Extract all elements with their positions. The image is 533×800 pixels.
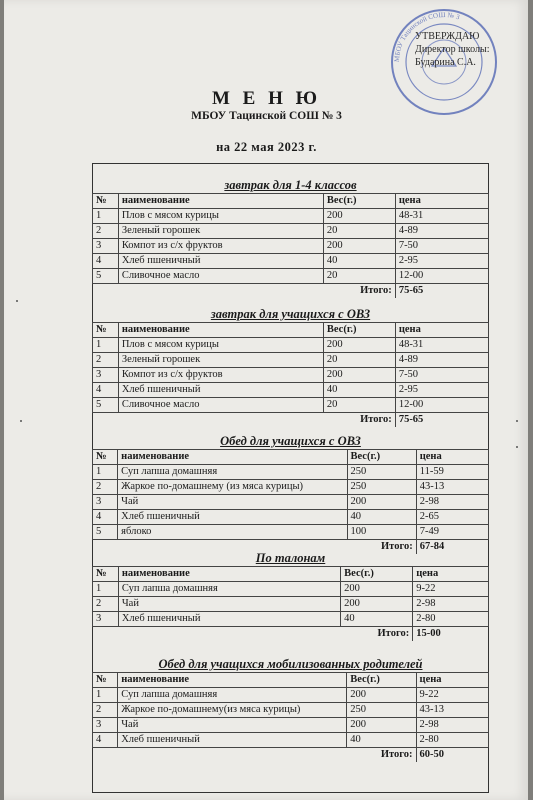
- menu-title: М Е Н Ю: [211, 88, 322, 109]
- cell-num: 4: [93, 733, 118, 748]
- table-header-row: [93, 194, 489, 209]
- cell-price: 7-50: [395, 368, 488, 383]
- table-row: [93, 239, 489, 254]
- cell-price: 2-80: [416, 733, 488, 748]
- menu-section: [92, 433, 489, 554]
- paper-speck: [516, 446, 518, 448]
- cell-weight: 100: [347, 525, 416, 540]
- cell-weight: 200: [323, 209, 395, 224]
- total-value: 75-65: [395, 284, 488, 299]
- cell-num: 1: [93, 209, 119, 224]
- section-title: завтрак для 1-4 классов: [224, 178, 357, 192]
- cell-num: 3: [93, 239, 119, 254]
- total-value: 15-00: [413, 627, 489, 642]
- cell-num: 4: [93, 383, 119, 398]
- cell-num: 3: [93, 718, 118, 733]
- paper-speck: [16, 300, 18, 302]
- cell-num: 2: [93, 703, 118, 718]
- approval-name: Бударина С.А.: [415, 57, 476, 68]
- cell-weight: 20: [323, 224, 395, 239]
- cell-weight: 250: [347, 703, 416, 718]
- column-header-weight: Вес(г.): [323, 323, 395, 338]
- cell-weight: 20: [323, 269, 395, 284]
- total-row: [93, 748, 489, 763]
- table-row: [93, 338, 489, 353]
- cell-name: Плов с мясом курицы: [118, 209, 323, 224]
- cell-weight: 40: [323, 383, 395, 398]
- total-label: Итого:: [93, 284, 396, 299]
- column-header-weight: Вес(г.): [323, 194, 395, 209]
- section-title: По талонам: [255, 551, 326, 565]
- cell-name: Чай: [118, 495, 347, 510]
- menu-table: [92, 322, 489, 427]
- approval-title: УТВЕРЖДАЮ: [415, 31, 480, 42]
- menu-table: [92, 449, 489, 554]
- cell-num: 1: [93, 582, 119, 597]
- cell-price: 12-00: [395, 269, 488, 284]
- table-row: [93, 465, 489, 480]
- cell-price: 11-59: [416, 465, 488, 480]
- cell-name: Чай: [118, 718, 347, 733]
- total-label: Итого:: [93, 540, 417, 555]
- section-title: Обед для учащихся с ОВЗ: [220, 434, 361, 448]
- table-row: [93, 209, 489, 224]
- total-value: 60-50: [416, 748, 488, 763]
- cell-name: Суп лапша домашняя: [118, 688, 347, 703]
- cell-num: 2: [93, 597, 119, 612]
- menu-section: [92, 550, 489, 641]
- table-header-row: [93, 567, 489, 582]
- cell-weight: 200: [341, 582, 413, 597]
- total-label: Итого:: [93, 413, 396, 428]
- cell-name: Зеленый горошек: [118, 224, 323, 239]
- total-value: 75-65: [395, 413, 488, 428]
- cell-weight: 250: [347, 480, 416, 495]
- column-header-price: цена: [395, 323, 488, 338]
- cell-price: 43-13: [416, 703, 488, 718]
- cell-name: Хлеб пшеничный: [118, 510, 347, 525]
- menu-table: [92, 193, 489, 298]
- cell-num: 3: [93, 368, 119, 383]
- cell-price: 12-00: [395, 398, 488, 413]
- cell-name: Жаркое по-домашнему(из мяса курицы): [118, 703, 347, 718]
- cell-price: 2-65: [416, 510, 488, 525]
- column-header-name: наименование: [118, 673, 347, 688]
- column-header-price: цена: [416, 450, 488, 465]
- cell-price: 7-49: [416, 525, 488, 540]
- total-label: Итого:: [93, 748, 417, 763]
- column-header-num: №: [93, 673, 118, 688]
- column-header-weight: Вес(г.): [347, 673, 416, 688]
- column-header-num: №: [93, 323, 119, 338]
- total-label: Итого:: [93, 627, 413, 642]
- cell-price: 4-89: [395, 224, 488, 239]
- cell-weight: 200: [323, 368, 395, 383]
- table-row: [93, 597, 489, 612]
- menu-section: [92, 177, 489, 298]
- cell-price: 9-22: [416, 688, 488, 703]
- cell-price: 2-80: [413, 612, 489, 627]
- menu-table: [92, 566, 489, 641]
- cell-price: 9-22: [413, 582, 489, 597]
- table-row: [93, 718, 489, 733]
- cell-weight: 40: [347, 733, 416, 748]
- cell-price: 2-98: [416, 495, 488, 510]
- cell-name: Жаркое по-домашнему (из мяса курицы): [118, 480, 347, 495]
- column-header-name: наименование: [118, 194, 323, 209]
- column-header-name: наименование: [118, 323, 323, 338]
- table-row: [93, 582, 489, 597]
- cell-price: 4-89: [395, 353, 488, 368]
- cell-name: яблоко: [118, 525, 347, 540]
- cell-name: Суп лапша домашняя: [118, 582, 340, 597]
- table-row: [93, 254, 489, 269]
- total-value: 67-84: [416, 540, 488, 555]
- table-row: [93, 510, 489, 525]
- cell-weight: 40: [341, 612, 413, 627]
- cell-weight: 40: [323, 254, 395, 269]
- column-header-num: №: [93, 194, 119, 209]
- cell-weight: 40: [347, 510, 416, 525]
- cell-price: 43-13: [416, 480, 488, 495]
- table-row: [93, 612, 489, 627]
- menu-table: [92, 672, 489, 762]
- menu-date: на 22 мая 2023 г.: [216, 140, 317, 154]
- column-header-name: наименование: [118, 567, 340, 582]
- svg-text:МБОУ Тацинской СОШ № 3: МБОУ Тацинской СОШ № 3: [392, 10, 461, 63]
- column-header-weight: Вес(г.): [341, 567, 413, 582]
- cell-num: 5: [93, 269, 119, 284]
- cell-num: 2: [93, 353, 119, 368]
- column-header-price: цена: [395, 194, 488, 209]
- cell-name: Компот из с/х фруктов: [118, 368, 323, 383]
- cell-name: Компот из с/х фруктов: [118, 239, 323, 254]
- cell-num: 2: [93, 224, 119, 239]
- cell-name: Хлеб пшеничный: [118, 612, 340, 627]
- total-row: [93, 627, 489, 642]
- table-header-row: [93, 323, 489, 338]
- cell-name: Сливочное масло: [118, 269, 323, 284]
- cell-price: 2-98: [413, 597, 489, 612]
- cell-price: 2-98: [416, 718, 488, 733]
- total-row: [93, 284, 489, 299]
- table-row: [93, 495, 489, 510]
- cell-weight: 200: [347, 495, 416, 510]
- cell-name: Хлеб пшеничный: [118, 254, 323, 269]
- cell-price: 7-50: [395, 239, 488, 254]
- column-header-num: №: [93, 567, 119, 582]
- cell-price: 2-95: [395, 254, 488, 269]
- table-header-row: [93, 673, 489, 688]
- cell-num: 5: [93, 525, 118, 540]
- cell-num: 4: [93, 510, 118, 525]
- paper-speck: [516, 420, 518, 422]
- table-row: [93, 398, 489, 413]
- section-title: Обед для учащихся мобилизованных родителей: [158, 657, 423, 671]
- section-title: завтрак для учащихся с ОВЗ: [210, 307, 371, 321]
- cell-num: 1: [93, 465, 118, 480]
- column-header-name: наименование: [118, 450, 347, 465]
- table-row: [93, 383, 489, 398]
- cell-num: 5: [93, 398, 119, 413]
- cell-weight: 200: [347, 718, 416, 733]
- table-row: [93, 733, 489, 748]
- cell-name: Суп лапша домашняя: [118, 465, 347, 480]
- table-row: [93, 688, 489, 703]
- table-header-row: [93, 450, 489, 465]
- cell-weight: 20: [323, 398, 395, 413]
- menu-section: [92, 656, 489, 762]
- column-header-num: №: [93, 450, 118, 465]
- table-row: [93, 353, 489, 368]
- cell-price: 48-31: [395, 338, 488, 353]
- cell-name: Чай: [118, 597, 340, 612]
- school-name: МБОУ Тацинской СОШ № 3: [191, 110, 342, 122]
- table-row: [93, 269, 489, 284]
- cell-weight: 250: [347, 465, 416, 480]
- cell-weight: 200: [323, 239, 395, 254]
- column-header-price: цена: [416, 673, 488, 688]
- cell-name: Плов с мясом курицы: [118, 338, 323, 353]
- paper-speck: [20, 420, 22, 422]
- cell-num: 2: [93, 480, 118, 495]
- table-row: [93, 224, 489, 239]
- cell-name: Зеленый горошек: [118, 353, 323, 368]
- cell-name: Хлеб пшеничный: [118, 733, 347, 748]
- menu-section: [92, 306, 489, 427]
- total-row: [93, 413, 489, 428]
- cell-weight: 200: [347, 688, 416, 703]
- cell-weight: 200: [341, 597, 413, 612]
- approval-block: [415, 30, 510, 69]
- table-row: [93, 480, 489, 495]
- cell-price: 48-31: [395, 209, 488, 224]
- cell-name: Хлеб пшеничный: [118, 383, 323, 398]
- table-row: [93, 703, 489, 718]
- cell-weight: 20: [323, 353, 395, 368]
- table-row: [93, 368, 489, 383]
- cell-name: Сливочное масло: [118, 398, 323, 413]
- cell-num: 3: [93, 612, 119, 627]
- cell-weight: 200: [323, 338, 395, 353]
- approval-position: Директор школы:: [415, 44, 490, 55]
- column-header-price: цена: [413, 567, 489, 582]
- column-header-weight: Вес(г.): [347, 450, 416, 465]
- cell-num: 4: [93, 254, 119, 269]
- cell-price: 2-95: [395, 383, 488, 398]
- cell-num: 1: [93, 688, 118, 703]
- cell-num: 3: [93, 495, 118, 510]
- table-row: [93, 525, 489, 540]
- cell-num: 1: [93, 338, 119, 353]
